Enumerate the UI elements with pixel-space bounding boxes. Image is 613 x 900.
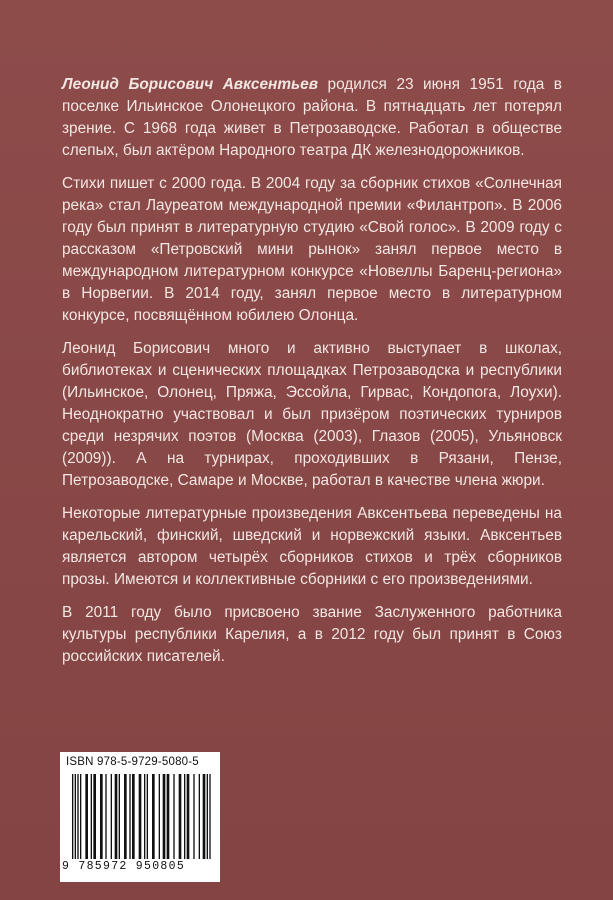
author-name: Леонид Борисович Авксентьев (62, 76, 318, 93)
paragraph-5: В 2011 году было присвоено звание Заслуженного работника культуры республики Карелия, а в 2012 году был принят в Союз российских писателей. (62, 604, 562, 665)
barcode-bars (72, 774, 212, 859)
paragraph-4: Некоторые литературные произведения Авксентьева переведены на карельский, финский, шведский и норвежский языки. Авксентьев является автором четырёх сборников стихов и трёх сборников прозы. Имеются и коллективные сборники с его произведениями. (62, 505, 562, 588)
barcode-bar (77, 774, 78, 859)
barcode-bar (100, 774, 103, 859)
barcode-bar (85, 774, 88, 859)
paragraph-2: Стихи пишет с 2000 года. В 2004 году за сборник стихов «Солнечная река» стал Лауреатом международной премии «Филантроп». В 2006 году был принят в литературную студию «Свой голос». В 2009 году с рассказом «Петровский мини рынок» занял первое место в международном литературном конкурсе «Новеллы Баренц-региона» в Норвегии. В 2014 году, занял первое место в литературном конкурсе, посвящённом юбилею Олонца. (62, 175, 562, 324)
barcode-bar (184, 774, 185, 859)
barcode-bar (91, 774, 92, 859)
ean-digits: 9 785972 950805 (62, 860, 186, 873)
barcode-bar (187, 774, 190, 859)
barcode-bar (115, 774, 118, 859)
barcode-bar (203, 774, 206, 859)
barcode-bar (119, 774, 120, 859)
barcode-bar (93, 774, 96, 859)
isbn-number: ISBN 978-5-9729-5080-5 (66, 756, 199, 768)
barcode-bar (159, 774, 160, 859)
barcode-bar (124, 774, 127, 859)
barcode-bar (209, 774, 210, 859)
barcode-label (60, 752, 220, 882)
paragraph-1 (62, 74, 562, 162)
barcode-bar (173, 774, 174, 859)
barcode-bar (144, 774, 145, 859)
barcode-bar (111, 774, 112, 859)
barcode-bar (152, 774, 155, 859)
barcode-bar (167, 774, 170, 859)
barcode-bar (179, 774, 182, 859)
barcode-bar (72, 774, 73, 859)
annotation-text (62, 74, 562, 679)
barcode-bar (75, 774, 76, 859)
barcode-bar (193, 774, 194, 859)
barcode-bar (147, 774, 148, 859)
barcode-bar (139, 774, 142, 859)
paragraph-1-text: родился 23 июня 1951 года в поселке Ильинское Олонецкого района. В пятнадцать лет потерял зрение. С 1968 года живет в Петрозаводске. Работал в обществе слепых, был актёром Народного театра ДК железнодорожников. (62, 76, 562, 159)
paragraph-3: Леонид Борисович много и активно выступает в школах, библиотеках и сценических площадках Петрозаводска и республики (Ильинское, Олонец, Пряжа, Эссойла, Гирвас, Кондопога, Лоухи). Неоднократно участвовал и был призёром поэтических турниров среди незрячих поэтов (Москва (2003), Глазов (2005), Ульяновск (2009)). А на турнирах, проходивших в Рязани, Пензе, Петрозаводске, Самаре и Москве, работал в качестве члена жюри. (62, 340, 562, 489)
barcode-bar (199, 774, 200, 859)
barcode-bar (207, 774, 208, 859)
barcode-bar (80, 774, 81, 859)
barcode-bar (105, 774, 106, 859)
barcode-bar (163, 774, 166, 859)
barcode-bar (129, 774, 130, 859)
barcode-bar (132, 774, 135, 859)
